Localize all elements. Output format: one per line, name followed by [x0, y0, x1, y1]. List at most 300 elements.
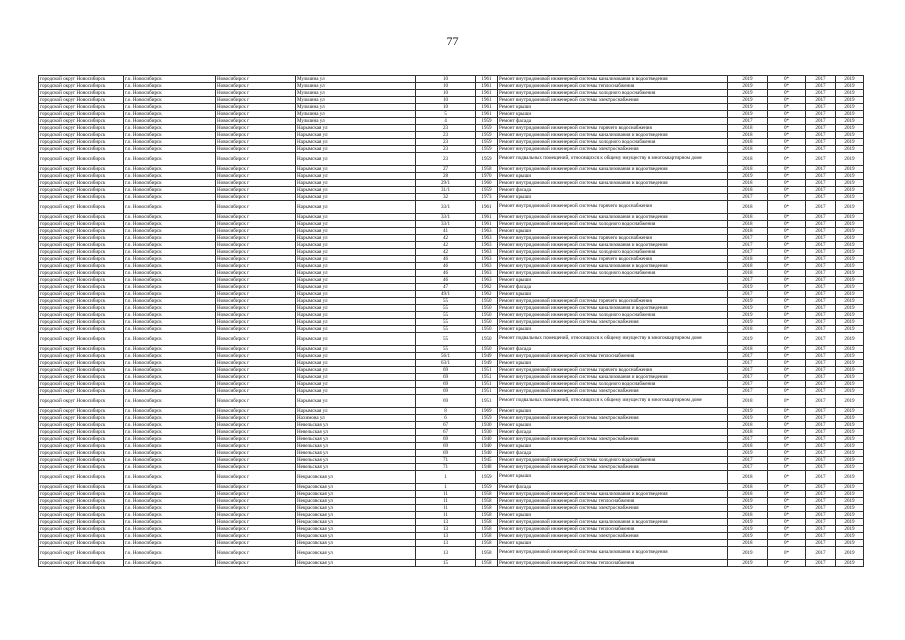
cell-start-year: 2017: [806, 395, 836, 408]
cell-work-type: Ремонт внутридомовой инженерной системы канализования и водоотведения: [498, 374, 728, 381]
cell-end-year: 2019: [836, 97, 864, 104]
cell-street: Нарымская ул: [296, 284, 416, 291]
cell-municipality: городской округ Новосибирск: [39, 180, 124, 187]
cell-work-type: Ремонт внутридомовой инженерной системы канализования и водоотведения: [498, 547, 728, 560]
cell-house: 55: [416, 305, 476, 312]
cell-year: 1969: [476, 408, 498, 415]
cell-cost: 0*: [768, 118, 806, 125]
cell-work-type: Ремонт внутридомовой инженерной системы горячего водоснабжения: [498, 201, 728, 214]
cell-settlement: Новосибирск г: [216, 526, 296, 533]
cell-district: г.о. Новосибирск: [124, 166, 216, 173]
cell-cost: 0*: [768, 505, 806, 512]
cell-municipality: городской округ Новосибирск: [39, 284, 124, 291]
cell-end-year: 2019: [836, 153, 864, 166]
cell-plan-year: 2017: [728, 277, 768, 284]
cell-street: Нарымская ул: [296, 270, 416, 277]
cell-end-year: 2019: [836, 526, 864, 533]
cell-district: г.о. Новосибирск: [124, 118, 216, 125]
cell-work-type: Ремонт внутридомовой инженерной системы электроснабжения: [498, 388, 728, 395]
table-row: [39, 146, 864, 153]
cell-start-year: 2017: [806, 450, 836, 457]
cell-start-year: 2017: [806, 194, 836, 201]
cell-district: г.о. Новосибирск: [124, 305, 216, 312]
cell-district: г.о. Новосибирск: [124, 256, 216, 263]
cell-year: 1950: [476, 312, 498, 319]
table-row: [39, 187, 864, 194]
cell-end-year: 2019: [836, 484, 864, 491]
cell-cost: 0*: [768, 214, 806, 221]
cell-municipality: городской округ Новосибирск: [39, 125, 124, 132]
cell-district: г.о. Новосибирск: [124, 367, 216, 374]
cell-plan-year: 2018: [728, 512, 768, 519]
cell-street: Некрасовская ул: [296, 540, 416, 547]
cell-municipality: городской округ Новосибирск: [39, 270, 124, 277]
cell-work-type: Ремонт внутридомовой инженерной системы теплоснабжения: [498, 560, 728, 567]
cell-start-year: 2017: [806, 298, 836, 305]
cell-house: 42: [416, 249, 476, 256]
cell-plan-year: 2019: [728, 415, 768, 422]
cell-settlement: Новосибирск г: [216, 540, 296, 547]
cell-year: 1958: [476, 512, 498, 519]
cell-end-year: 2019: [836, 125, 864, 132]
cell-plan-year: 2017: [728, 360, 768, 367]
cell-end-year: 2019: [836, 540, 864, 547]
cell-street: Невельская ул: [296, 443, 416, 450]
cell-district: г.о. Новосибирск: [124, 76, 216, 83]
cell-work-type: Ремонт крыши: [498, 360, 728, 367]
cell-municipality: городской округ Новосибирск: [39, 249, 124, 256]
cell-year: 1963: [476, 228, 498, 235]
cell-municipality: городской округ Новосибирск: [39, 395, 124, 408]
cell-plan-year: 2018: [728, 395, 768, 408]
cell-house: 49/1: [416, 291, 476, 298]
cell-plan-year: 2019: [728, 560, 768, 567]
table-row: [39, 381, 864, 388]
cell-municipality: городской округ Новосибирск: [39, 139, 124, 146]
cell-cost: 0*: [768, 408, 806, 415]
cell-settlement: Новосибирск г: [216, 146, 296, 153]
cell-year: 1959: [476, 415, 498, 422]
cell-settlement: Новосибирск г: [216, 83, 296, 90]
cell-cost: 0*: [768, 312, 806, 319]
cell-house: 23: [416, 125, 476, 132]
cell-work-type: Ремонт крыши: [498, 326, 728, 333]
cell-district: г.о. Новосибирск: [124, 360, 216, 367]
cell-cost: 0*: [768, 173, 806, 180]
cell-settlement: Новосибирск г: [216, 214, 296, 221]
cell-district: г.о. Новосибирск: [124, 346, 216, 353]
cell-municipality: городской округ Новосибирск: [39, 457, 124, 464]
cell-year: 1958: [476, 166, 498, 173]
cell-work-type: Ремонт внутридомовой инженерной системы холодного водоснабжения: [498, 457, 728, 464]
cell-end-year: 2019: [836, 201, 864, 214]
cell-work-type: Ремонт внутридомовой инженерной системы канализования и водоотведения: [498, 242, 728, 249]
cell-street: Невельская ул: [296, 450, 416, 457]
cell-plan-year: 2017: [728, 194, 768, 201]
cell-cost: 0*: [768, 201, 806, 214]
cell-end-year: 2019: [836, 533, 864, 540]
cell-municipality: городской округ Новосибирск: [39, 76, 124, 83]
cell-end-year: 2019: [836, 146, 864, 153]
cell-start-year: 2017: [806, 319, 836, 326]
cell-municipality: городской округ Новосибирск: [39, 263, 124, 270]
cell-house: 67: [416, 429, 476, 436]
cell-settlement: Новосибирск г: [216, 547, 296, 560]
cell-settlement: Новосибирск г: [216, 457, 296, 464]
cell-cost: 0*: [768, 104, 806, 111]
cell-work-type: Ремонт внутридомовой инженерной системы канализования и водоотведения: [498, 519, 728, 526]
cell-work-type: Ремонт крыши: [498, 512, 728, 519]
cell-district: г.о. Новосибирск: [124, 221, 216, 228]
cell-house: 15: [416, 560, 476, 567]
cell-settlement: Новосибирск г: [216, 76, 296, 83]
cell-work-type: Ремонт крыши: [498, 228, 728, 235]
cell-settlement: Новосибирск г: [216, 395, 296, 408]
cell-plan-year: 2019: [728, 505, 768, 512]
cell-district: г.о. Новосибирск: [124, 146, 216, 153]
cell-cost: 0*: [768, 125, 806, 132]
cell-end-year: 2019: [836, 360, 864, 367]
cell-settlement: Новосибирск г: [216, 132, 296, 139]
cell-start-year: 2017: [806, 429, 836, 436]
table-row: [39, 450, 864, 457]
cell-end-year: 2019: [836, 346, 864, 353]
cell-plan-year: 2018: [728, 180, 768, 187]
cell-settlement: Новосибирск г: [216, 450, 296, 457]
cell-municipality: городской округ Новосибирск: [39, 484, 124, 491]
cell-plan-year: 2019: [728, 333, 768, 346]
cell-plan-year: 2018: [728, 214, 768, 221]
cell-plan-year: 2018: [728, 491, 768, 498]
cell-plan-year: 2019: [728, 498, 768, 505]
cell-start-year: 2017: [806, 263, 836, 270]
cell-work-type: Ремонт крыши: [498, 422, 728, 429]
cell-year: 1951: [476, 388, 498, 395]
cell-cost: 0*: [768, 436, 806, 443]
cell-street: Некрасовская ул: [296, 519, 416, 526]
cell-house: 55: [416, 326, 476, 333]
cell-end-year: 2019: [836, 83, 864, 90]
table-row: [39, 415, 864, 422]
cell-municipality: городской округ Новосибирск: [39, 194, 124, 201]
table-row: [39, 132, 864, 139]
cell-start-year: 2017: [806, 346, 836, 353]
cell-house: 31/1: [416, 187, 476, 194]
cell-district: г.о. Новосибирск: [124, 312, 216, 319]
cell-street: Невельская ул: [296, 422, 416, 429]
cell-start-year: 2017: [806, 118, 836, 125]
cell-settlement: Новосибирск г: [216, 228, 296, 235]
cell-end-year: 2019: [836, 415, 864, 422]
cell-house: 67: [416, 422, 476, 429]
cell-plan-year: 2019: [728, 83, 768, 90]
cell-plan-year: 2018: [728, 139, 768, 146]
cell-district: г.о. Новосибирск: [124, 291, 216, 298]
cell-start-year: 2017: [806, 367, 836, 374]
cell-plan-year: 2018: [728, 443, 768, 450]
cell-year: 1963: [476, 270, 498, 277]
cell-plan-year: 2019: [728, 173, 768, 180]
cell-settlement: Новосибирск г: [216, 242, 296, 249]
cell-district: г.о. Новосибирск: [124, 353, 216, 360]
cell-street: Некрасовская ул: [296, 484, 416, 491]
table-row: [39, 221, 864, 228]
cell-end-year: 2019: [836, 235, 864, 242]
cell-work-type: Ремонт внутридомовой инженерной системы горячего водоснабжения: [498, 367, 728, 374]
cell-start-year: 2017: [806, 256, 836, 263]
table-row: [39, 388, 864, 395]
table-row: [39, 305, 864, 312]
cell-house: 63/1: [416, 360, 476, 367]
cell-year: 1963: [476, 235, 498, 242]
cell-start-year: 2017: [806, 388, 836, 395]
cell-district: г.о. Новосибирск: [124, 214, 216, 221]
cell-end-year: 2019: [836, 367, 864, 374]
cell-settlement: Новосибирск г: [216, 381, 296, 388]
cell-work-type: Ремонт фасада: [498, 187, 728, 194]
cell-plan-year: 2019: [728, 312, 768, 319]
cell-house: 42: [416, 235, 476, 242]
cell-settlement: Новосибирск г: [216, 436, 296, 443]
cell-settlement: Новосибирск г: [216, 221, 296, 228]
cell-year: 1959: [476, 187, 498, 194]
cell-house: 47: [416, 284, 476, 291]
cell-work-type: Ремонт внутридомовой инженерной системы электроснабжения: [498, 436, 728, 443]
cell-street: Нарымская ул: [296, 249, 416, 256]
cell-house: 69: [416, 436, 476, 443]
cell-year: 1930: [476, 422, 498, 429]
cell-house: 10: [416, 76, 476, 83]
cell-house: 55: [416, 333, 476, 346]
cell-year: 1958: [476, 560, 498, 567]
cell-cost: 0*: [768, 242, 806, 249]
cell-street: Нарымская ул: [296, 353, 416, 360]
cell-street: Нарымская ул: [296, 166, 416, 173]
cell-work-type: Ремонт внутридомовой инженерной системы теплоснабжения: [498, 526, 728, 533]
cell-house: 46: [416, 256, 476, 263]
cell-cost: 0*: [768, 533, 806, 540]
cell-end-year: 2019: [836, 312, 864, 319]
cell-municipality: городской округ Новосибирск: [39, 422, 124, 429]
cell-municipality: городской округ Новосибирск: [39, 214, 124, 221]
cell-cost: 0*: [768, 132, 806, 139]
cell-settlement: Новосибирск г: [216, 333, 296, 346]
cell-municipality: городской округ Новосибирск: [39, 298, 124, 305]
cell-start-year: 2017: [806, 111, 836, 118]
cell-year: 1950: [476, 346, 498, 353]
cell-municipality: городской округ Новосибирск: [39, 360, 124, 367]
cell-house: 13: [416, 540, 476, 547]
cell-plan-year: 2019: [728, 90, 768, 97]
table-row: [39, 491, 864, 498]
cell-end-year: 2019: [836, 547, 864, 560]
cell-settlement: Новосибирск г: [216, 498, 296, 505]
cell-settlement: Новосибирск г: [216, 298, 296, 305]
cell-district: г.о. Новосибирск: [124, 436, 216, 443]
cell-municipality: городской округ Новосибирск: [39, 540, 124, 547]
cell-cost: 0*: [768, 395, 806, 408]
cell-plan-year: 2019: [728, 97, 768, 104]
cell-street: Нарымская ул: [296, 305, 416, 312]
cell-house: 6: [416, 415, 476, 422]
cell-settlement: Новосибирск г: [216, 263, 296, 270]
cell-plan-year: 2019: [728, 547, 768, 560]
cell-start-year: 2017: [806, 519, 836, 526]
cell-street: Нарымская ул: [296, 298, 416, 305]
cell-house: 13: [416, 533, 476, 540]
cell-plan-year: 2019: [728, 76, 768, 83]
cell-year: 1958: [476, 519, 498, 526]
cell-work-type: Ремонт крыши: [498, 277, 728, 284]
cell-house: 1: [416, 484, 476, 491]
cell-year: 1959: [476, 484, 498, 491]
cell-house: 46: [416, 270, 476, 277]
cell-plan-year: 2018: [728, 256, 768, 263]
cell-end-year: 2019: [836, 464, 864, 471]
cell-year: 1961: [476, 76, 498, 83]
table-row: [39, 291, 864, 298]
cell-end-year: 2019: [836, 305, 864, 312]
cell-plan-year: 2017: [728, 291, 768, 298]
cell-cost: 0*: [768, 291, 806, 298]
table-row: [39, 505, 864, 512]
cell-district: г.о. Новосибирск: [124, 415, 216, 422]
cell-municipality: городской округ Новосибирск: [39, 277, 124, 284]
cell-district: г.о. Новосибирск: [124, 277, 216, 284]
cell-street: Нарымская ул: [296, 367, 416, 374]
table-row: [39, 547, 864, 560]
cell-street: Нарымская ул: [296, 408, 416, 415]
cell-street: Невельская ул: [296, 457, 416, 464]
cell-street: Нарымская ул: [296, 333, 416, 346]
cell-plan-year: 2018: [728, 263, 768, 270]
cell-house: 46: [416, 277, 476, 284]
cell-street: Нарымская ул: [296, 235, 416, 242]
table-row: [39, 408, 864, 415]
cell-house: 13: [416, 526, 476, 533]
cell-settlement: Новосибирск г: [216, 464, 296, 471]
cell-end-year: 2019: [836, 298, 864, 305]
cell-cost: 0*: [768, 450, 806, 457]
cell-settlement: Новосибирск г: [216, 484, 296, 491]
cell-end-year: 2019: [836, 139, 864, 146]
cell-work-type: Ремонт крыши: [498, 173, 728, 180]
cell-settlement: Новосибирск г: [216, 422, 296, 429]
cell-street: Нарымская ул: [296, 173, 416, 180]
cell-end-year: 2019: [836, 118, 864, 125]
cell-district: г.о. Новосибирск: [124, 263, 216, 270]
cell-plan-year: 2018: [728, 228, 768, 235]
cell-start-year: 2017: [806, 312, 836, 319]
cell-municipality: городской округ Новосибирск: [39, 526, 124, 533]
cell-start-year: 2017: [806, 153, 836, 166]
cell-start-year: 2017: [806, 353, 836, 360]
cell-start-year: 2017: [806, 90, 836, 97]
cell-start-year: 2017: [806, 512, 836, 519]
cell-plan-year: 2017: [728, 436, 768, 443]
cell-plan-year: 2019: [728, 104, 768, 111]
cell-settlement: Новосибирск г: [216, 408, 296, 415]
cell-street: Нарымская ул: [296, 256, 416, 263]
cell-start-year: 2017: [806, 471, 836, 484]
cell-start-year: 2017: [806, 305, 836, 312]
cell-street: Некрасовская ул: [296, 471, 416, 484]
cell-cost: 0*: [768, 353, 806, 360]
cell-work-type: Ремонт внутридомовой инженерной системы электроснабжения: [498, 464, 728, 471]
cell-work-type: Ремонт подвальных помещений, относящихся к общему имуществу в многоквартирном доме: [498, 395, 728, 408]
cell-municipality: городской округ Новосибирск: [39, 132, 124, 139]
cell-year: 1962: [476, 284, 498, 291]
cell-municipality: городской округ Новосибирск: [39, 305, 124, 312]
cell-start-year: 2017: [806, 201, 836, 214]
cell-plan-year: 2019: [728, 526, 768, 533]
cell-district: г.о. Новосибирск: [124, 90, 216, 97]
cell-year: 1940: [476, 443, 498, 450]
cell-plan-year: 2019: [728, 319, 768, 326]
cell-municipality: городской округ Новосибирск: [39, 153, 124, 166]
cell-work-type: Ремонт фасада: [498, 450, 728, 457]
cell-cost: 0*: [768, 381, 806, 388]
cell-year: 1945: [476, 457, 498, 464]
cell-street: Невельская ул: [296, 436, 416, 443]
table-row: [39, 270, 864, 277]
cell-street: Некрасовская ул: [296, 533, 416, 540]
cell-district: г.о. Новосибирск: [124, 547, 216, 560]
cell-municipality: городской округ Новосибирск: [39, 547, 124, 560]
cell-end-year: 2019: [836, 319, 864, 326]
cell-house: 69: [416, 374, 476, 381]
cell-cost: 0*: [768, 360, 806, 367]
cell-street: Нарымская ул: [296, 242, 416, 249]
cell-plan-year: 2018: [728, 125, 768, 132]
cell-district: г.о. Новосибирск: [124, 139, 216, 146]
cell-cost: 0*: [768, 374, 806, 381]
cell-settlement: Новосибирск г: [216, 256, 296, 263]
cell-cost: 0*: [768, 319, 806, 326]
cell-district: г.о. Новосибирск: [124, 471, 216, 484]
cell-settlement: Новосибирск г: [216, 443, 296, 450]
cell-plan-year: 2017: [728, 242, 768, 249]
cell-municipality: городской округ Новосибирск: [39, 450, 124, 457]
cell-year: 1940: [476, 436, 498, 443]
cell-municipality: городской округ Новосибирск: [39, 333, 124, 346]
cell-cost: 0*: [768, 270, 806, 277]
cell-end-year: 2019: [836, 512, 864, 519]
cell-municipality: городской округ Новосибирск: [39, 346, 124, 353]
cell-plan-year: 2018: [728, 270, 768, 277]
cell-end-year: 2019: [836, 381, 864, 388]
cell-street: Нарымская ул: [296, 312, 416, 319]
cell-district: г.о. Новосибирск: [124, 484, 216, 491]
cell-cost: 0*: [768, 326, 806, 333]
cell-settlement: Новосибирск г: [216, 374, 296, 381]
cell-settlement: Новосибирск г: [216, 388, 296, 395]
cell-house: 5: [416, 111, 476, 118]
cell-district: г.о. Новосибирск: [124, 83, 216, 90]
table-body: [39, 76, 864, 567]
table-row: [39, 97, 864, 104]
cell-year: 1961: [476, 90, 498, 97]
cell-house: 69: [416, 388, 476, 395]
cell-district: г.о. Новосибирск: [124, 519, 216, 526]
cell-start-year: 2017: [806, 104, 836, 111]
cell-work-type: Ремонт внутридомовой инженерной системы теплоснабжения: [498, 498, 728, 505]
cell-work-type: Ремонт внутридомовой инженерной системы канализования и водоотведения: [498, 180, 728, 187]
cell-house: 55: [416, 346, 476, 353]
cell-year: 1961: [476, 221, 498, 228]
cell-house: 69: [416, 395, 476, 408]
cell-street: Некрасовская ул: [296, 512, 416, 519]
